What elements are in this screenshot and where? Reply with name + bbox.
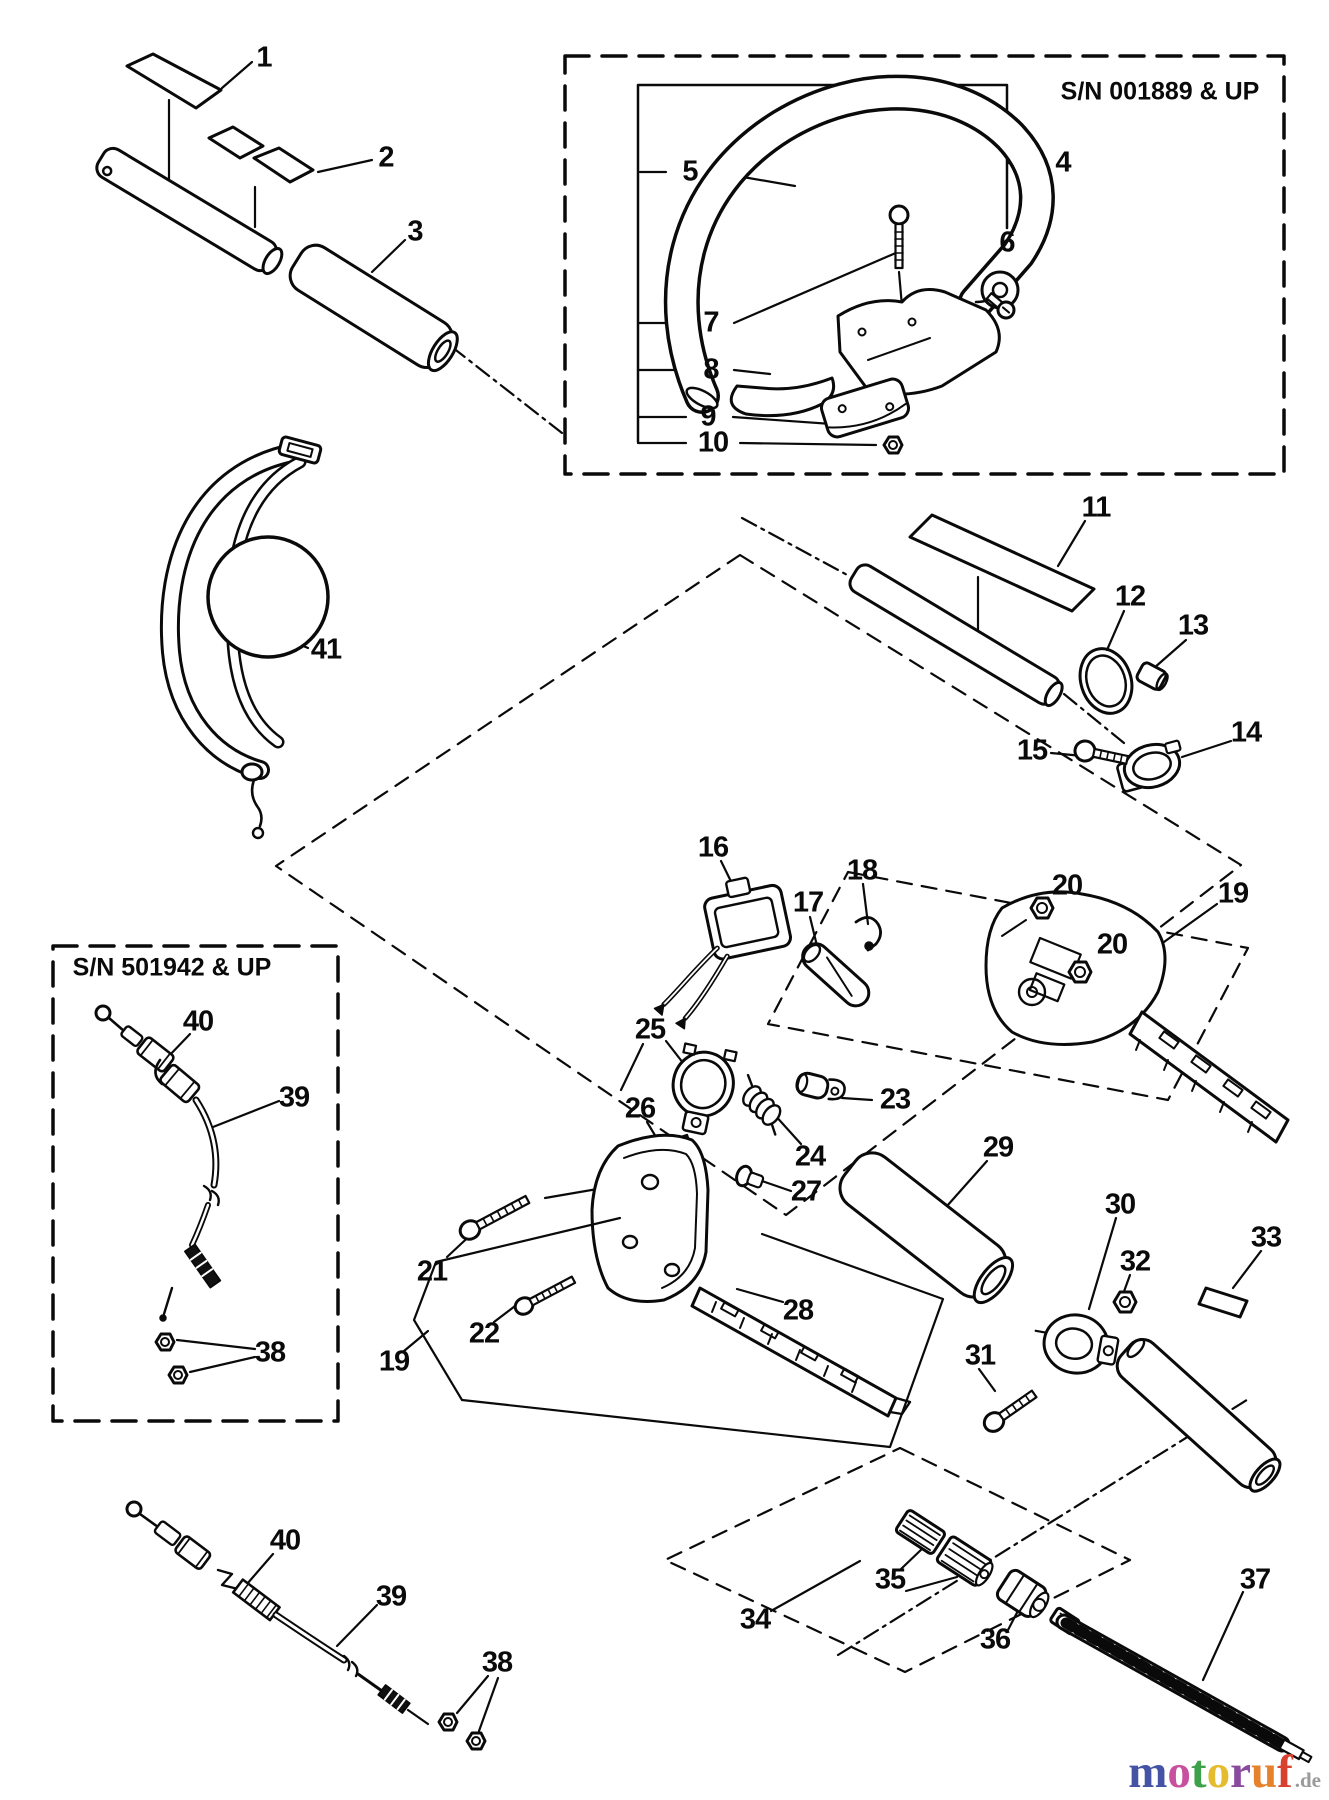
- watermark-letter: o: [1167, 1746, 1191, 1798]
- watermark-letter: m: [1128, 1746, 1168, 1798]
- screw-22-sketch: [512, 1273, 577, 1318]
- part-callout-10: 10: [697, 426, 729, 459]
- decal-1-sketch: [127, 54, 221, 108]
- serial-box-1-label: S/N 001889 & UP: [1060, 77, 1260, 106]
- part-callout-2: 2: [378, 141, 394, 174]
- left-handle-cover-sketch: [592, 1135, 708, 1301]
- watermark-logo: [1128, 1746, 1321, 1798]
- right-handle-half-sketch: [986, 892, 1288, 1142]
- part-callout-28: 28: [782, 1294, 814, 1327]
- part-callout-38: 38: [481, 1646, 513, 1679]
- part-callout-39: 39: [375, 1580, 407, 1613]
- part-callout-36: 36: [979, 1623, 1011, 1656]
- part-callout-40: 40: [269, 1524, 301, 1557]
- part-callout-13: 13: [1177, 609, 1209, 642]
- watermark-letter: r: [1230, 1746, 1251, 1798]
- part-callout-37: 37: [1239, 1563, 1271, 1596]
- watermark-letter: t: [1190, 1746, 1207, 1798]
- part-callout-4: 4: [1055, 146, 1071, 179]
- part-callout-40: 40: [182, 1005, 214, 1038]
- decal-11-sketch: [910, 515, 1094, 611]
- watermark-suffix: .de: [1294, 1768, 1321, 1792]
- part-callout-20: 20: [1096, 928, 1128, 961]
- part-callout-24: 24: [794, 1140, 826, 1173]
- screw-7-sketch: [890, 206, 908, 268]
- part-callout-33: 33: [1250, 1221, 1282, 1254]
- grip-29-sketch: [832, 1144, 1022, 1311]
- part-callout-27: 27: [790, 1175, 822, 1208]
- throttle-lever-17-sketch: [797, 938, 874, 1011]
- bushing-13-sketch: [1135, 661, 1170, 692]
- part-callout-34: 34: [739, 1603, 771, 1636]
- clamp-30-sketch: [1030, 1308, 1122, 1380]
- part-callout-6: 6: [999, 226, 1015, 259]
- nut-20a-sketch: [1031, 898, 1053, 918]
- part-callout-25: 25: [634, 1013, 666, 1046]
- part-callout-38: 38: [254, 1336, 286, 1369]
- decal-2-sketch: [209, 127, 313, 182]
- part-callout-19: 19: [1217, 877, 1249, 910]
- coupler-35a-sketch: [895, 1509, 946, 1555]
- clamp-25-sketch: [664, 1041, 741, 1139]
- part-callout-5: 5: [682, 155, 698, 188]
- part-callout-18: 18: [846, 854, 878, 887]
- bolt-31-sketch: [981, 1387, 1040, 1436]
- part-callout-19: 19: [378, 1345, 410, 1378]
- part-callout-9: 9: [700, 400, 716, 433]
- serial-box-2-label: S/N 501942 & UP: [72, 953, 272, 982]
- part-callout-35: 35: [874, 1563, 906, 1596]
- part-callout-3: 3: [407, 215, 423, 248]
- part-callout-32: 32: [1119, 1245, 1151, 1278]
- part-callout-11: 11: [1081, 491, 1111, 524]
- handle-bracket-7-sketch: [838, 272, 1018, 394]
- wing-lever-8-sketch: [731, 378, 833, 416]
- nuts-38-bottom-sketch: [439, 1714, 485, 1749]
- clamp-14-sketch: [1114, 737, 1189, 795]
- decal-33-sketch: [1199, 1288, 1247, 1317]
- cable-boxed-sketch: [96, 1006, 220, 1321]
- lower-tube-sketch: [1111, 1333, 1287, 1498]
- part-callout-26: 26: [624, 1092, 656, 1125]
- shoulder-strap-41-sketch: [170, 436, 328, 838]
- part-callout-16: 16: [697, 831, 729, 864]
- nut-20b-sketch: [1069, 962, 1091, 982]
- switch-16-sketch: [632, 871, 805, 1034]
- part-callout-21: 21: [416, 1255, 448, 1288]
- part-callout-17: 17: [792, 886, 824, 919]
- part-callout-12: 12: [1114, 580, 1146, 613]
- part-callout-1: 1: [256, 41, 272, 74]
- part-callout-20: 20: [1051, 869, 1083, 902]
- part-callout-41: 41: [310, 633, 342, 666]
- part-callout-29: 29: [982, 1131, 1014, 1164]
- screw-21-sketch: [457, 1192, 532, 1243]
- grip-3-sketch: [284, 239, 465, 378]
- flexible-shaft-37-sketch: [1050, 1607, 1313, 1764]
- nut-10-sketch: [884, 437, 902, 453]
- part-callout-22: 22: [468, 1317, 500, 1350]
- upper-tube-sketch: [93, 144, 287, 278]
- cable-swivel-23-sketch: [794, 1071, 846, 1104]
- part-callout-15: 15: [1016, 734, 1048, 767]
- watermark-letter: u: [1250, 1746, 1278, 1798]
- button-27-sketch: [734, 1164, 765, 1192]
- part-callout-23: 23: [879, 1083, 911, 1116]
- part-callout-30: 30: [1104, 1188, 1136, 1221]
- part-callout-39: 39: [278, 1081, 310, 1114]
- part-callout-8: 8: [703, 353, 719, 386]
- watermark-letter: f: [1277, 1746, 1293, 1798]
- part-callout-7: 7: [703, 306, 719, 339]
- nut-32-sketch: [1114, 1292, 1136, 1312]
- part-callout-14: 14: [1230, 716, 1262, 749]
- watermark-letter: o: [1206, 1746, 1231, 1798]
- coupler-nut-36-sketch: [995, 1568, 1054, 1623]
- part-callout-31: 31: [964, 1339, 996, 1372]
